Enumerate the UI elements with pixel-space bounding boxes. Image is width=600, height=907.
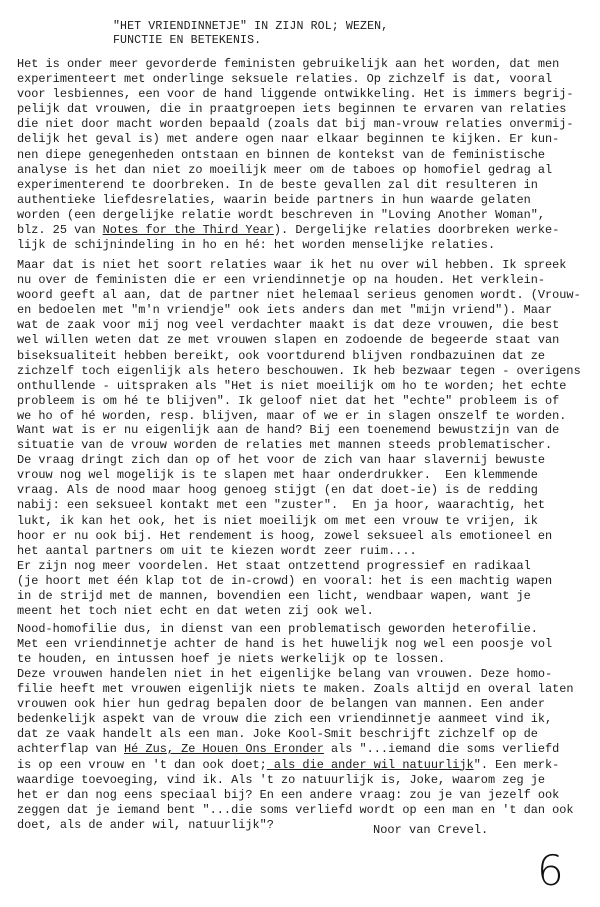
text-fragment: blz. 25 van — [17, 223, 103, 238]
text-line: in de strijd met de mannen, bovendien een licht, wendbaar wapen, want je — [17, 589, 531, 604]
text-line: Het is onder meer gevorderde feministen gebruikelijk aan het worden, dat men — [17, 57, 560, 71]
text-line: onthullende - uitspraken als "Het is niet moeilijk om ho te worden; het echte — [17, 378, 567, 393]
author-signature: Noor van Crevel. — [373, 823, 489, 837]
page-number: 6 — [537, 846, 564, 895]
text-line: het er dan nog eens speciaal bij? En een andere vraag: zou je van jezelf ook — [17, 787, 560, 802]
text-line: De vraag dringt zich dan op of het voor de zich van haar slavernij bewuste — [17, 453, 546, 468]
paragraph-1 — [17, 57, 591, 253]
book-title-he-zus: Hé Zus, Ze Houen Ons Eronder — [124, 742, 324, 757]
text-line: hoor er nu ook bij. Het rendement is hoog, zowel seksueel als emotioneel en — [17, 528, 553, 543]
text-line: nabij: een seksueel kontakt met een "zuster". En ja hoor, waarachtig, het — [17, 498, 546, 513]
article-title — [113, 20, 388, 48]
text-line: lukt, ik kan het ook, het is niet moeilijk om met een vrouw te vrijen, ik — [17, 513, 538, 528]
text-fragment: ". Een merk- — [473, 757, 560, 772]
text-line: doet, als de ander wil, natuurlijk"? — [17, 817, 274, 832]
text-line — [17, 758, 591, 773]
text-line: worden (een dergelijke relatie wordt beschreven in "Loving Another Woman", — [17, 207, 546, 222]
text-fragment: achterflap van — [17, 742, 125, 757]
text-line: woord geeft al aan, dat de partner niet helemaal serieus genomen wordt. (Vrouw- — [17, 288, 581, 303]
text-line: pelijk dat vrouwen, die in praatgroepen iets beginnen te ervaren van relaties — [17, 102, 567, 117]
book-title-notes: Notes for the Third Year — [102, 223, 274, 238]
text-line: we ho of hé worden, resp. blijven, maar of we er in slagen onszelf te worden. — [17, 408, 567, 423]
text-line: situatie van de vrouw worden de relaties met mannen steeds problematischer. — [17, 438, 553, 453]
text-line: vrouwen ook hier hun gedrag bepalen door de belangen van mannen. Een ander — [17, 697, 546, 712]
text-line: wat de zaak voor mij nog veel verdachter maakt is dat deze vrouwen, die best — [17, 318, 560, 333]
title-line-2: FUNCTIE EN BETEKENIS. — [113, 34, 262, 47]
text-line: Nood-homofilie dus, in dienst van een problematisch geworden heterofilie. — [17, 622, 538, 636]
paragraph-2 — [17, 258, 591, 424]
title-line-1: "HET VRIENDINNETJE" IN ZIJN ROL; WEZEN, — [113, 20, 389, 33]
text-line: lijk de schijnindeling in ho en hé: het worden menselijke relaties. — [17, 238, 496, 253]
text-fragment: is op een vrouw en 't dan ook doet; — [17, 757, 267, 772]
text-line: zeggen dat je iemand bent "...die soms verliefd wordt op een man en 't dan ook — [17, 802, 574, 817]
text-line: experimenteert met onderlinge seksuele relaties. Op zichzelf is dat, vooral — [17, 72, 553, 87]
text-line — [17, 223, 591, 238]
text-line: experimenterend te doorbreken. In de beste gevallen zal dit resulteren in — [17, 177, 538, 192]
text-line: dat ze vaak handelt als een man. Joke Kool-Smit beschrijft zichzelf op de — [17, 727, 538, 742]
text-line: vraag. Als de nood maar hoog genoeg stijgt (en dat doet-ie) is de redding — [17, 483, 538, 498]
underlined-quote: als die ander wil natuurlijk — [266, 757, 474, 772]
text-line: die niet door macht worden bepaald (zoals dat bij man-vrouw relaties onvermij- — [17, 117, 574, 132]
text-line: bedenkelijk aspekt van de vrouw die zich een vriendinnetje aanmeet vind ik, — [17, 712, 553, 727]
text-line: wel willen weten dat ze met vrouwen slapen en zodoende de begeerde staat van — [17, 333, 560, 348]
text-line: authentieke liefdesrelaties, waarin beide partners in hun waarde gelaten — [17, 192, 531, 207]
text-line: nen diepe genegenheden ontstaan en binnen de kontekst van de feministische — [17, 147, 546, 162]
text-line: voor lesbiennes, een voor de hand liggende ontwikkeling. Het is immers begrij- — [17, 87, 574, 102]
text-line: Want wat is er nu eigenlijk aan de hand? Bij een toenemend bewustzijn van de — [17, 423, 560, 437]
text-line: en bedoelen met "m'n vriendje" ook iets anders dan met "mijn vriend"). Maar — [17, 303, 553, 318]
text-line: Maar dat is niet het soort relaties waar ik het nu over wil hebben. Ik spreek — [17, 258, 567, 272]
text-line: Deze vrouwen handelen niet in het eigenlijke belang van vrouwen. Deze homo- — [17, 667, 553, 681]
text-line: analyse is het dan niet zo moeilijk meer om de taboes op homofiel gedrag al — [17, 162, 553, 177]
text-line: te houden, en intussen hoef je niets werkelijk op te lossen. — [17, 652, 446, 667]
text-fragment: ). Dergelijke relaties doorbreken werke- — [273, 223, 560, 238]
paragraph-3 — [17, 423, 591, 619]
text-line: (je hoort met één klap tot de in-crowd) en vooral: het is een machtig wapen — [17, 573, 553, 588]
text-line: Er zijn nog meer voordelen. Het staat ontzettend progressief en radikaal — [17, 558, 531, 573]
text-line: zichzelf toch eigenlijk als hetero beschouwen. Ik heb bezwaar tegen - overigens — [17, 363, 581, 378]
text-line: waardige toevoeging, vind ik. Als 't zo natuurlijk is, Joke, waarom zeg je — [17, 772, 546, 787]
text-line: probleem is om hé te blijven". Ik geloof niet dat het "echte" probleem is of — [17, 393, 560, 408]
text-line: delijk het geval is) met andere ogen naar elkaar beginnen te kijken. Er kun- — [17, 132, 560, 147]
paragraph-5 — [17, 667, 591, 833]
text-line: filie heeft met vrouwen eigenlijk niets te maken. Zoals altijd en overal laten — [17, 682, 574, 697]
text-line — [17, 742, 591, 757]
paragraph-4 — [17, 622, 591, 667]
text-line: nu over de feministen die er een vriendinnetje op na houden. Het verklein- — [17, 273, 546, 288]
text-line: Met een vriendinnetje achter de hand is het huwelijk nog wel een poosje vol — [17, 637, 553, 652]
text-fragment: als "...iemand die soms verliefd — [323, 742, 560, 757]
text-line: vrouw nog wel mogelijk is te slapen met haar onderdrukker. Een klemmende — [17, 468, 538, 483]
text-line: meent het toch niet echt en dat weten zij ook wel. — [17, 604, 374, 619]
text-line: biseksualiteit hebben bereikt, ook voortdurend blijven rondbazuinen dat ze — [17, 348, 546, 363]
text-line: het aantal partners om uit te kiezen wordt zeer ruim.... — [17, 543, 417, 558]
